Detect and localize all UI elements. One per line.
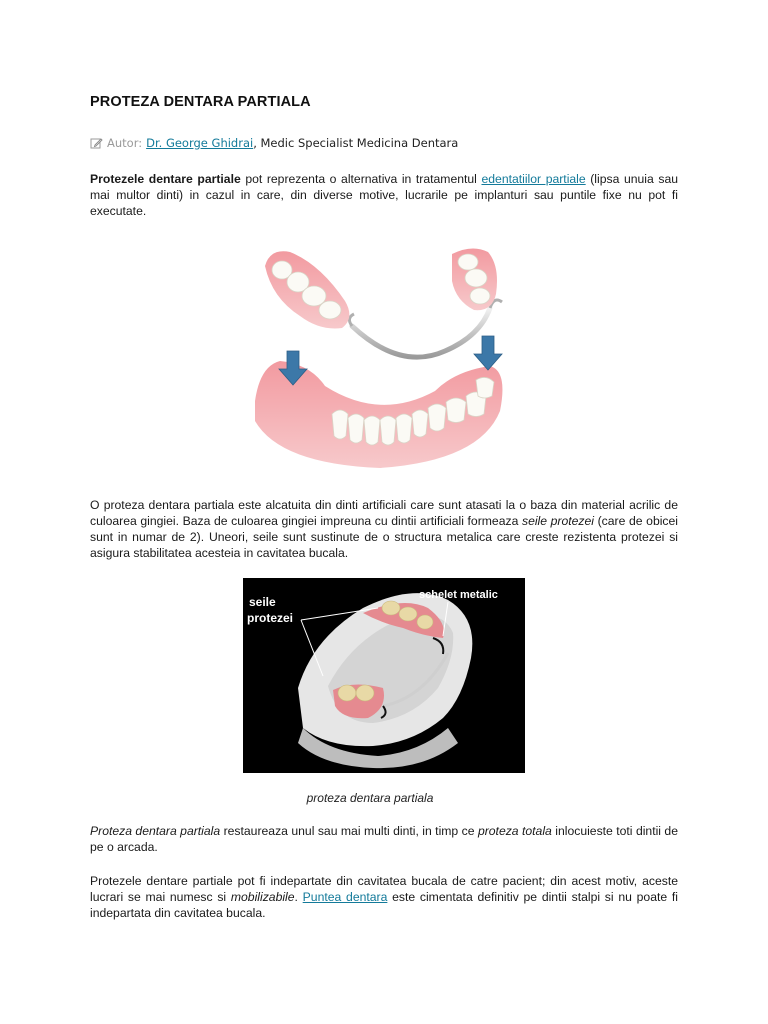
composition-text-2: (care de obicei sunt in numar de 2). Uneori, seile sunt sustinute de o structura metalica care creste rezistenta protezei si asigura stabilitatea acesteia in cavitatea bucala. (90, 514, 679, 560)
author-label: Autor: (107, 136, 143, 150)
removable-paragraph (90, 873, 678, 921)
author-link[interactable]: Dr. George Ghidrai (146, 136, 254, 150)
removable-italic: mobilizabile (230, 890, 295, 904)
comparison-italic-1: Proteza dentara partiala (90, 824, 221, 838)
edit-icon (90, 137, 103, 150)
removable-text-2: . (294, 890, 303, 904)
partial-denture-illustration (250, 246, 510, 476)
page-title: PROTEZA DENTARA PARTIALA (90, 94, 311, 110)
composition-italic: seile protezei (521, 514, 595, 528)
removable-text-3: este cimentata definitiv pe dintii stalpi si nu poate fi indepartata din cavitatea bucala. (90, 890, 678, 920)
author-title: , Medic Specialist Medicina Dentara (253, 136, 459, 150)
author-line (90, 136, 458, 150)
denture-model-photo (243, 578, 525, 773)
comparison-paragraph (90, 823, 678, 855)
intro-text-1: pot reprezenta o alternativa in tratamentul (240, 172, 482, 186)
intro-paragraph (90, 171, 678, 219)
comparison-text-1: restaureaza unul sau mai multi dinti, in timp ce (220, 824, 478, 838)
composition-text-1: O proteza dentara partiala este alcatuita din dinti artificiali care sunt atasati la o baza din material acrilic de culoarea gingiei. Baza de culoarea gingiei impreuna cu dintii artificiali formeaza (90, 498, 678, 528)
puntea-dentara-link[interactable]: Puntea dentara (302, 890, 388, 904)
intro-text-2: (lipsa unuia sau mai multor dinti) in cazul in care, din diverse motive, lucrarile pe implanturi sau puntile fixe nu pot fi executate. (90, 172, 679, 218)
intro-bold: Protezele dentare partiale (90, 172, 241, 186)
label-seile: seile (249, 595, 276, 609)
label-protezei: protezei (247, 611, 294, 625)
composition-paragraph (90, 497, 678, 561)
edentatii-link[interactable]: edentatiilor partiale (481, 172, 586, 186)
removable-text-1: Protezele dentare partiale pot fi indepartate din cavitatea bucala de catre pacient; din acest motiv, aceste lucrari se mai numesc si (90, 874, 678, 904)
comparison-text-2: inlocuieste toti dintii de pe o arcada. (90, 824, 678, 854)
figure-caption: proteza dentara partiala (306, 791, 434, 805)
label-schelet-metalic: schelet metalic (419, 589, 498, 601)
comparison-italic-2: proteza totala (477, 824, 552, 838)
